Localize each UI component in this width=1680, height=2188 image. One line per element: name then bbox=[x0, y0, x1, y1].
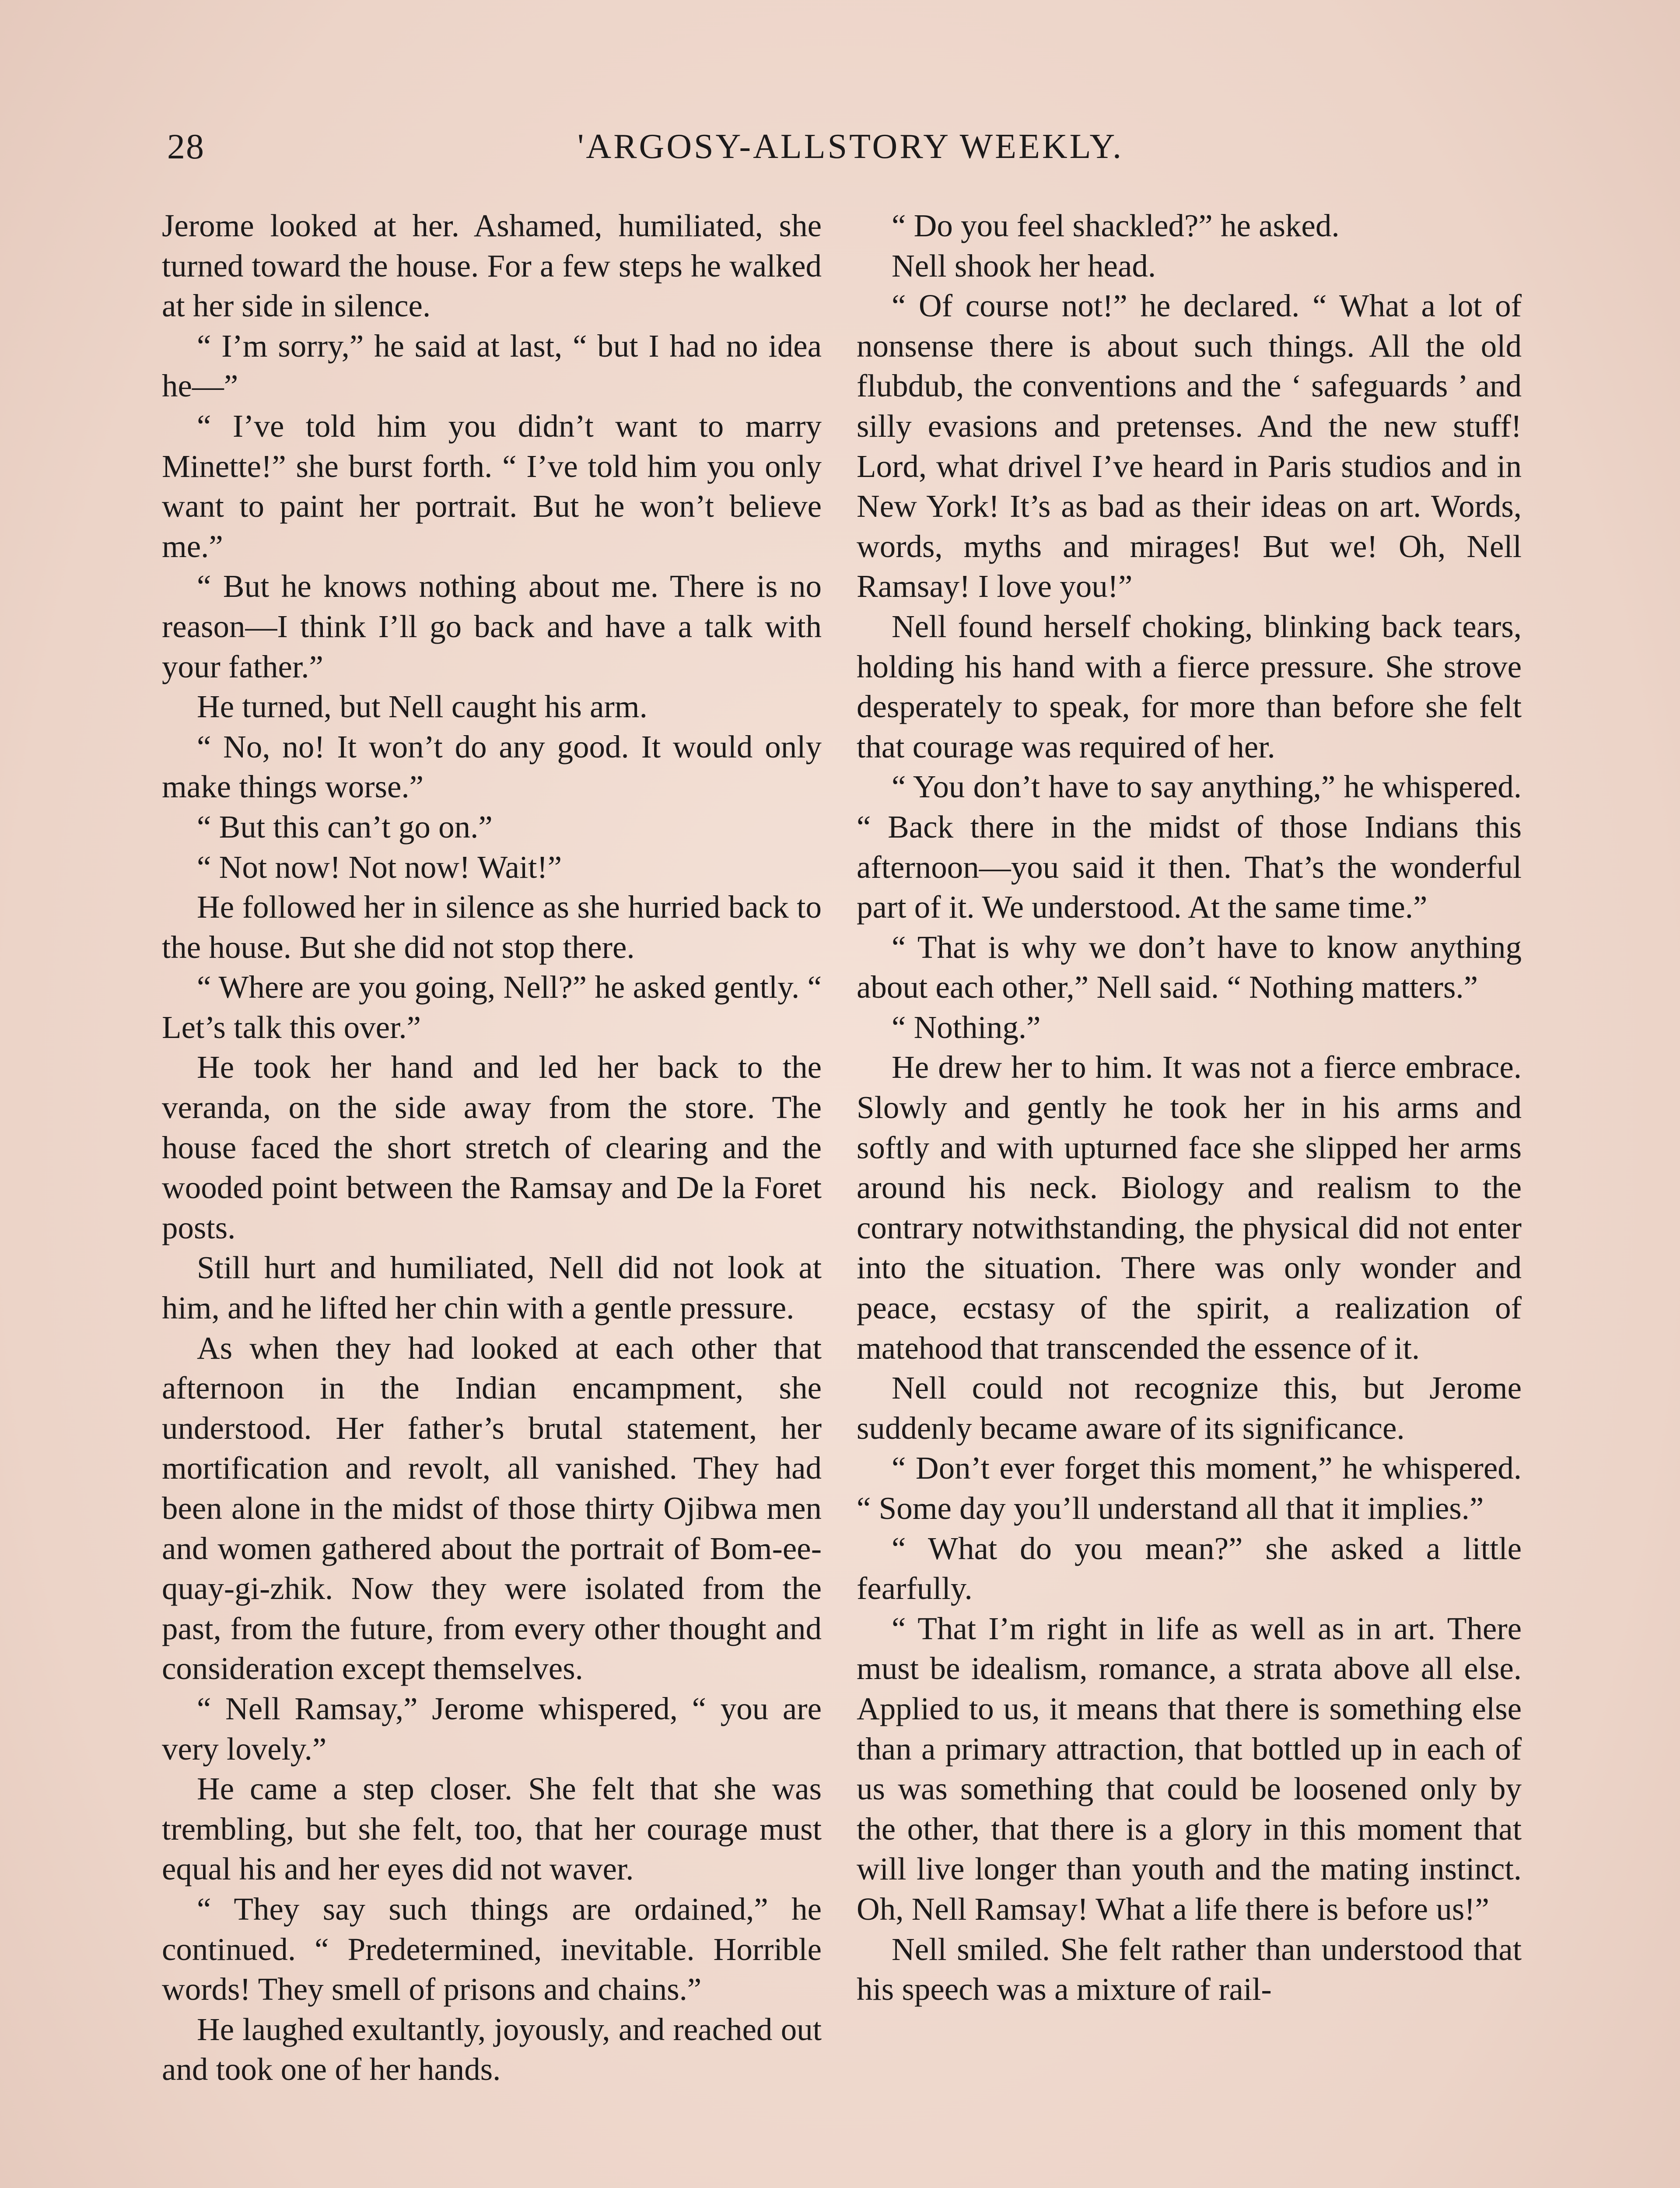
paragraph: “ They say such things are ordained,” he continued. “ Predetermined, inevitable. Horrible words! They smell of prisons and chains.” bbox=[162, 1891, 822, 2007]
paragraph: “ I’m sorry,” he said at last, “ but I had no idea he—” bbox=[162, 328, 822, 404]
paragraph: “ That I’m right in life as well as in art. There must be idealism, romance, a strata above all else. Applied to us, it means that there is something else than a primary attraction, that bottled up in each of us was something that could be loosened only by the other, that there is a glory in this moment that will live longer than youth and the mating instinct. Oh, Nell Ramsay! What a life there is before us!” bbox=[857, 1610, 1522, 1927]
paragraph: He laughed exultantly, joyously, and reached out and took one of her hands. bbox=[162, 2011, 822, 2087]
paragraph: “ I’ve told him you didn’t want to marry Minette!” she burst forth. “ I’ve told him you only want to paint her portrait. But he won’t believe me.” bbox=[162, 408, 822, 564]
page-header bbox=[0, 123, 1680, 171]
paragraph: Nell shook her head. bbox=[892, 248, 1156, 284]
paragraph: “ You don’t have to say anything,” he whispered. “ Back there in the midst of those Indians this afternoon—you said it then. That’s the wonderful part of it. We understood. At the same time.” bbox=[857, 769, 1522, 925]
paragraph: “ Nothing.” bbox=[892, 1009, 1041, 1045]
left-column bbox=[162, 206, 822, 2090]
paragraph: Nell found herself choking, blinking back tears, holding his hand with a fierce pressure. She strove desperately to speak, for more than before she felt that courage was required of her. bbox=[857, 608, 1522, 764]
paragraph: Still hurt and humiliated, Nell did not look at him, and he lifted her chin with a gentle pressure. bbox=[162, 1250, 822, 1326]
paragraph: He drew her to him. It was not a fierce embrace. Slowly and gently he took her in his arms and softly and with upturned face she slipped her arms around his neck. Biology and realism to the contrary notwithstanding, the physical did not enter into the situation. There was only wonder and peace, ecstasy of the spirit, a realization of matehood that transcended the essence of it. bbox=[857, 1049, 1522, 1366]
paragraph: He followed her in silence as she hurried back to the house. But she did not stop there. bbox=[162, 889, 822, 965]
paragraph: “ Do you feel shackled?” he asked. bbox=[892, 208, 1340, 243]
paragraph: As when they had looked at each other that afternoon in the Indian encampment, she understood. Her father’s brutal statement, her mortification and revolt, all vanished. They had been alone in the midst of those thirty Ojibwa men and women gathered about the portrait of Bom-ee-quay-gi-zhik. Now they were isolated from the past, from the future, from every other thought and consideration except themselves. bbox=[162, 1330, 822, 1687]
paragraph: “ But he knows nothing about me. There is no reason—I think I’ll go back and have a talk with your father.” bbox=[162, 568, 822, 684]
paragraph: Nell smiled. She felt rather than understood that his speech was a mixture of rail- bbox=[857, 1931, 1522, 2007]
paragraph: He came a step closer. She felt that she was trembling, but she felt, too, that her courage must equal his and her eyes did not waver. bbox=[162, 1771, 822, 1887]
paragraph: Nell could not recognize this, but Jerome suddenly became aware of its significance. bbox=[857, 1370, 1522, 1446]
paragraph: Jerome looked at her. Ashamed, humiliated, she turned toward the house. For a few steps he walked at her side in silence. bbox=[162, 208, 822, 324]
right-column bbox=[857, 206, 1522, 2009]
paragraph: “ Don’t ever forget this moment,” he whispered. “ Some day you’ll understand all that it implies.” bbox=[857, 1450, 1522, 1526]
paragraph: “ But this can’t go on.” bbox=[197, 809, 493, 845]
paragraph: “ What do you mean?” she asked a little fearfully. bbox=[857, 1530, 1522, 1606]
paragraph: He took her hand and led her back to the veranda, on the side away from the store. The house faced the short stretch of clearing and the wooded point between the Ramsay and De la Foret posts. bbox=[162, 1049, 822, 1245]
running-head: 'ARGOSY-ALLSTORY WEEKLY. bbox=[578, 127, 1124, 166]
paragraph: “ Of course not!” he declared. “ What a lot of nonsense there is about such things. All the old flubdub, the conventions and the ‘ safeguards ’ and silly evasions and pretenses. And the new stuff! Lord, what drivel I’ve heard in Paris studios and in New York! It’s as bad as their ideas on art. Words, words, myths and mirages! But we! Oh, Nell Ramsay! I love you!” bbox=[857, 288, 1522, 604]
page-number: 28 bbox=[167, 126, 205, 166]
paragraph: “ Nell Ramsay,” Jerome whispered, “ you are very lovely.” bbox=[162, 1690, 822, 1767]
paragraph: “ Where are you going, Nell?” he asked gently. “ Let’s talk this over.” bbox=[162, 969, 822, 1045]
paragraph: He turned, but Nell caught his arm. bbox=[197, 689, 648, 725]
paragraph: “ Not now! Not now! Wait!” bbox=[197, 849, 562, 885]
paragraph: “ No, no! It won’t do any good. It would only make things worse.” bbox=[162, 729, 822, 805]
paragraph: “ That is why we don’t have to know anything about each other,” Nell said. “ Nothing matters.” bbox=[857, 929, 1522, 1005]
